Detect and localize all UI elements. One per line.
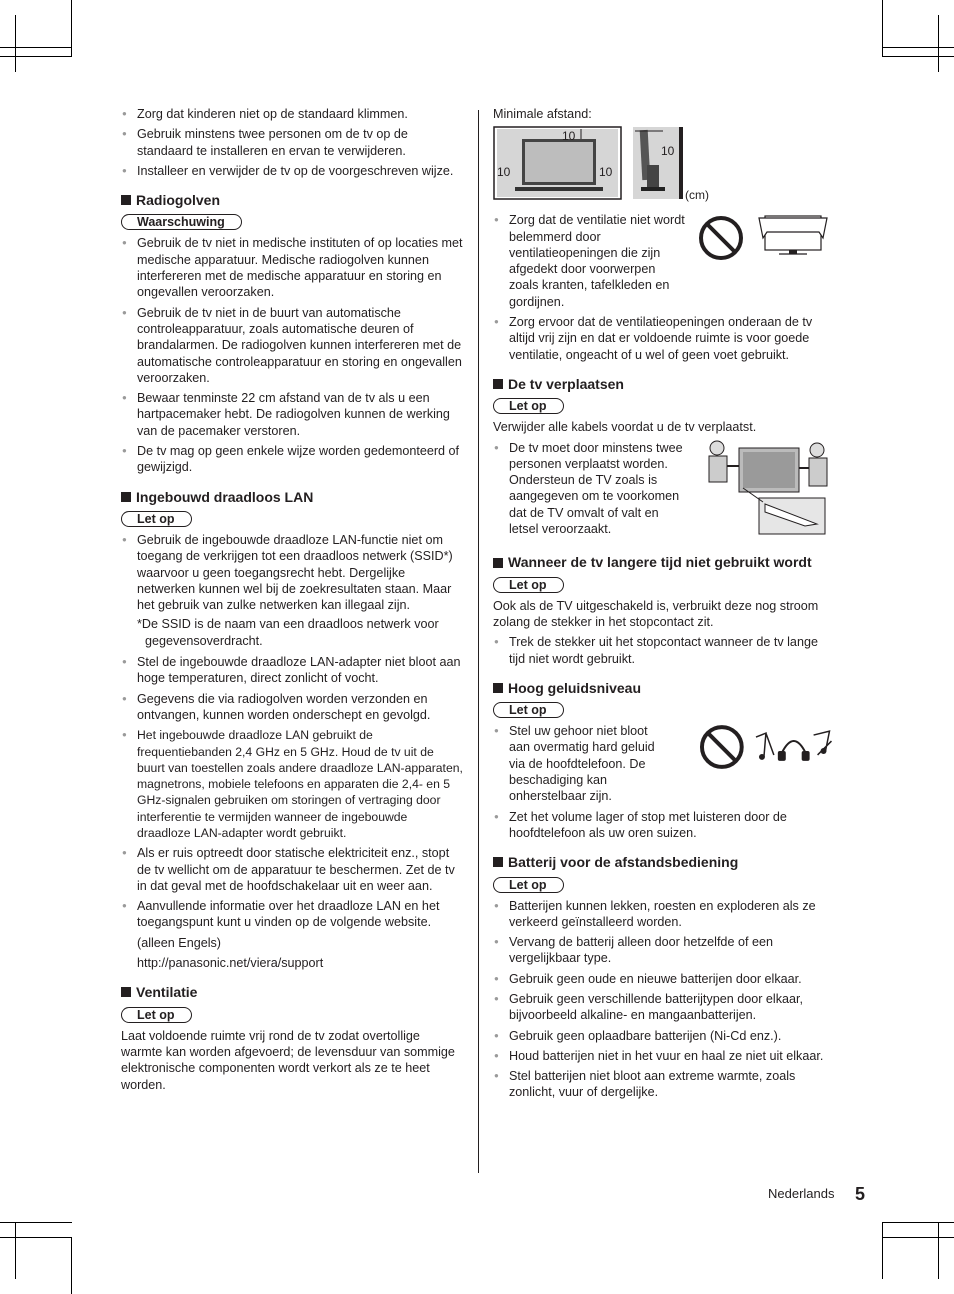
list-item: ● Gebruik geen oplaadbare batterijen (Ni-Cd enz.). <box>493 1028 833 1044</box>
list-item: ● Batterijen kunnen lekken, roesten en exploderen als ze verkeerd geïnstalleerd worden. <box>493 898 833 931</box>
right-column <box>493 106 833 1105</box>
lan-list-rest <box>121 654 463 931</box>
section-heading-move <box>493 376 833 392</box>
list-item: ● Stel batterijen niet bloot aan extreme warmte, zoals zonlicht, vuur of dergelijke. <box>493 1068 833 1101</box>
crop-mark <box>15 15 16 72</box>
list-item: ● Zorg dat kinderen niet op de standaard klimmen. <box>121 106 463 122</box>
crop-mark <box>882 1222 883 1279</box>
crop-mark <box>71 0 72 57</box>
list-item: ● Gebruik de ingebouwde draadloze LAN-functie niet om toegang de verkrijgen tot een draadloos netwerk (SSID*) waarvoor u geen toegangsrecht hebt. Dergelijke netwerken kunnen wel bij de zoekresultaten staan. Maar het gebruik van zulke netwerken kan illegaal zijn. <box>121 532 463 613</box>
unused-list <box>493 634 833 667</box>
crop-mark <box>0 56 72 57</box>
list-item: ● Gebruik geen oude en nieuwe batterijen door elkaar. <box>493 971 833 987</box>
list-item: ● Gegevens die via radiogolven worden verzonden en ontvangen, kunnen worden onderschept en gevolgd. <box>121 691 463 724</box>
left-column <box>121 106 463 1097</box>
covered-tv-icon <box>757 212 829 260</box>
crop-mark <box>938 1222 939 1279</box>
crop-mark <box>882 0 883 57</box>
list-item: ● Houd batterijen niet in het vuur en haal ze niet uit elkaar. <box>493 1048 833 1064</box>
list-item: ● Zorg ervoor dat de ventilatieopeningen onderaan de tv altijd vrij zijn en dat er voldoende ruimte is voor goede ventilatie, ongeacht of u wel of geen voet gebruikt. <box>493 314 833 363</box>
caution-badge: Let op <box>121 1007 192 1023</box>
section-heading-radio <box>121 192 463 208</box>
move-row <box>493 440 833 542</box>
heading-text: De tv verplaatsen <box>508 375 624 392</box>
caution-badge: Let op <box>493 398 564 414</box>
caution-badge: Let op <box>121 511 192 527</box>
vent-list-1 <box>493 212 685 314</box>
move-text: Verwijder alle kabels voordat u de tv verplaatst. <box>493 420 757 435</box>
sound-row <box>493 723 833 808</box>
caution-badge: Let op <box>493 702 564 718</box>
square-bullet-icon <box>493 558 503 568</box>
list-item: ● Gebruik de tv niet in medische instituten of op locaties met medische apparatuur. Medische radiogolven kunnen interfereren met de medische apparatuur en storing en ongevallen veroorzaken. <box>121 235 463 300</box>
list-item: ● De tv moet door minstens twee personen verplaatst worden. Ondersteun de TV zoals is aangegeven om te voorkomen dat de TV omvalt of valt en letsel veroorzaakt. <box>493 440 689 538</box>
list-item: ● Gebruik de tv niet in de buurt van automatische controleapparatuur, zoals automatische deuren of brandalarmen. De radiogolven kunnen interfereren met de automatische controleapparatuur en storing en ongevallen veroorzaken. <box>121 305 463 386</box>
dim-side: 10 <box>661 144 675 159</box>
list-item: ● Aanvullende informatie over het draadloze LAN en het toegangspunt kunt u vinden op de volgende website. <box>121 898 463 931</box>
section-heading-vent <box>121 984 463 1000</box>
heading-text: Radiogolven <box>136 192 221 209</box>
crop-mark <box>71 1237 72 1294</box>
heading-text: Hoog geluidsniveau <box>508 679 642 696</box>
list-item: ● Zorg dat de ventilatie niet wordt belemmerd door ventilatieopeningen die zijn afgedekt door voorwerpen zoals kranten, tafelkleden en gordijnen. <box>493 212 685 310</box>
dim-right: 10 <box>599 165 613 180</box>
square-bullet-icon <box>493 857 503 867</box>
vent-row <box>493 212 833 314</box>
prohibited-icon <box>697 214 745 262</box>
heading-text: Wanneer de tv langere tijd niet gebruikt wordt <box>508 554 812 571</box>
list-item: ● Vervang de batterij alleen door hetzelfde of een vergelijkbaar type. <box>493 934 833 967</box>
footer-language: Nederlands <box>768 1186 835 1201</box>
move-list <box>493 440 689 542</box>
list-item: ● De tv mag op geen enkele wijze worden gedemonteerd of gewijzigd. <box>121 443 463 476</box>
tv-side-clearance-figure <box>633 125 693 201</box>
list-item: ● Gebruik geen verschillende batterijtypen door elkaar, bijvoorbeeld alkaline- en mangaanbatterijen. <box>493 991 833 1024</box>
square-bullet-icon <box>493 379 503 389</box>
heading-text: Ingebouwd draadloos LAN <box>136 488 314 505</box>
crop-mark <box>938 15 939 72</box>
list-item: ● Bewaar tenminste 22 cm afstand van de tv als u een hartpacemaker hebt. De radiogolven kunnen de werking van de pacemaker verstoren. <box>121 390 463 439</box>
dim-left: 10 <box>497 165 511 180</box>
square-bullet-icon <box>121 195 131 205</box>
battery-list <box>493 898 833 1101</box>
section-heading-unused <box>493 554 833 570</box>
square-bullet-icon <box>121 987 131 997</box>
lan-list <box>121 532 463 613</box>
section-heading-sound <box>493 680 833 696</box>
list-item: ● Gebruik minstens twee personen om de tv op de standaard te installeren en ervan te verwijderen. <box>121 126 463 159</box>
list-item: ● Stel uw gehoor niet bloot aan overmatig hard geluid via de hoofdtelefoon. De beschadiging kan onherstelbaar zijn. <box>493 723 668 804</box>
support-link[interactable]: http://panasonic.net/viera/support <box>137 956 324 971</box>
list-item: ● Zet het volume lager of stop met luisteren door de hoofdtelefoon als uw oren suizen. <box>493 809 833 842</box>
caution-badge: Let op <box>493 877 564 893</box>
crop-mark <box>882 1237 954 1238</box>
crop-mark <box>882 47 954 48</box>
crop-mark <box>0 1237 72 1238</box>
radio-list <box>121 235 463 475</box>
tv-front-clearance-figure <box>493 125 625 201</box>
clearance-figures <box>493 125 833 201</box>
sound-list-1 <box>493 723 668 808</box>
min-distance-label: Minimale afstand: <box>493 107 592 121</box>
square-bullet-icon <box>493 683 503 693</box>
dim-top: 10 <box>562 129 576 144</box>
headphones-loud-icon <box>754 727 833 767</box>
crop-mark <box>882 56 954 57</box>
list-item: ● Stel de ingebouwde draadloze LAN-adapter niet bloot aan hoge temperaturen, direct zonlicht of vocht. <box>121 654 463 687</box>
square-bullet-icon <box>121 492 131 502</box>
page-number: 5 <box>855 1184 866 1204</box>
section-heading-battery <box>493 854 833 870</box>
english-only-note: (alleen Engels) <box>137 935 222 950</box>
list-item: ● Trek de stekker uit het stopcontact wanneer de tv lange tijd niet wordt gebruikt. <box>493 634 833 667</box>
heading-text: Ventilatie <box>136 984 198 1001</box>
unused-text: Ook als de TV uitgeschakeld is, verbruikt deze nog stroom zolang de stekker in het stopcontact zit. <box>493 598 819 629</box>
intro-list <box>121 106 463 179</box>
column-divider <box>478 110 479 1173</box>
two-people-carrying-tv-illustration <box>705 440 829 536</box>
warning-badge: Waarschuwing <box>121 214 242 230</box>
section-heading-lan <box>121 489 463 505</box>
crop-mark <box>882 1222 954 1223</box>
sound-list-2 <box>493 809 833 842</box>
list-item: ● Installeer en verwijder de tv op de voorgeschreven wijze. <box>121 163 463 179</box>
dim-unit: (cm) <box>685 188 709 203</box>
list-item: ● Als er ruis optreedt door statische elektriciteit enz., stopt de tv wellicht om de apparatuur te beschermen. Zet de tv in dat geval met de hoofdschakelaar uit en weer aan. <box>121 845 463 894</box>
vent-list-2 <box>493 314 833 363</box>
prohibited-icon <box>698 723 746 771</box>
crop-mark <box>15 1222 16 1279</box>
caution-badge: Let op <box>493 577 564 593</box>
ssid-note: *De SSID is de naam van een draadloos netwerk voor gegevensoverdracht. <box>137 617 439 648</box>
crop-mark <box>0 1222 72 1223</box>
list-item: ● Het ingebouwde draadloze LAN gebruikt de frequentiebanden 2,4 GHz en 5 GHz. Houd de tv uit de buurt van toestellen zoals andere draadloze LAN-apparaten, magnetrons, mobiele telefoons en apparaten die 2,4- en 5 GHz-signalen gebruiken om storingen of vertraging door interferentie te vermijden wanneer de ingebouwde draadloze LAN-adapter wordt gebruikt. <box>121 727 463 841</box>
vent-text: Laat voldoende ruimte vrij rond de tv zodat overtollige warmte kan worden afgevoerd; de levensduur van sommige elektronische componenten wordt verkort als ze te heet worden. <box>121 1028 455 1092</box>
crop-mark <box>0 47 72 48</box>
heading-text: Batterij voor de afstandsbediening <box>508 854 739 871</box>
